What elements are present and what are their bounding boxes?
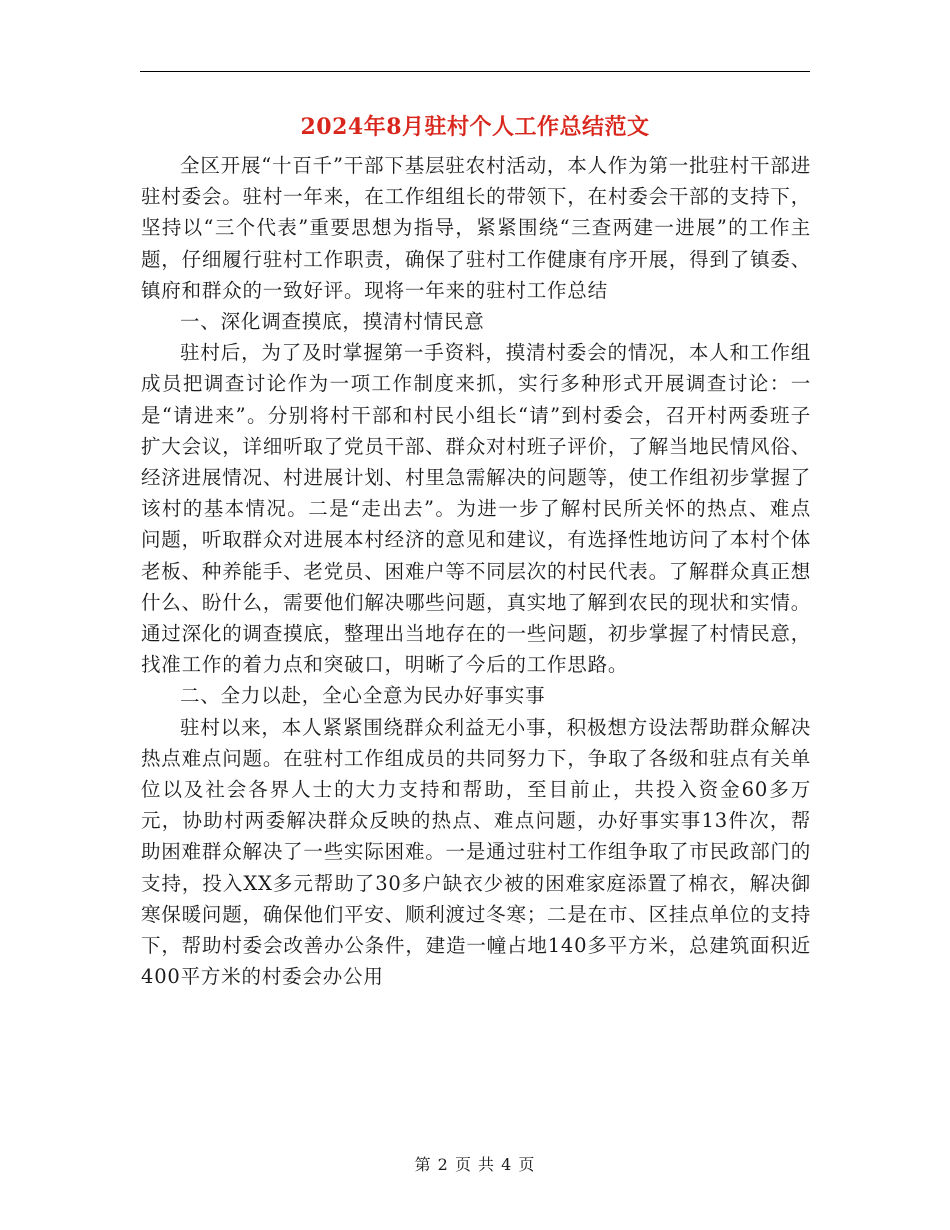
paragraph-intro: 全区开展“十百千”干部下基层驻农村活动，本人作为第一批驻村干部进驻村委会。驻村一年来，在工作组组长的带领下，在村委会干部的支持下，坚持以“三个代表”重要思想为指导，紧紧围绕“三查两建一进展”的工作主题，仔细履行驻村工作职责，确保了驻村工作健康有序开展，得到了镇委、镇府和群众的一致好评。现将一年来的驻村工作总结 [141, 154, 811, 302]
section-heading-2: 二、全力以赴，全心全意为民办好事实事 [180, 684, 546, 708]
section-heading-1: 一、深化调查摸底，摸清村情民意 [180, 310, 485, 334]
document-title: 2024年8月驻村个人工作总结范文 [300, 114, 650, 140]
paragraph-section-1: 驻村后，为了及时掌握第一手资料，摸清村委会的情况，本人和工作组成员把调查讨论作为一项工作制度来抓，实行多种形式开展调查讨论：一是“请进来”。分别将村干部和村民小组长“请”到村委会，召开村两委班子扩大会议，详细听取了党员干部、群众对村班子评价，了解当地民情风俗、经济进展情况、村进展计划、村里急需解决的问题等，使工作组初步掌握了该村的基本情况。二是“走出去”。为进一步了解村民所关怀的热点、难点问题，听取群众对进展本村经济的意见和建议，有选择性地访问了本村个体老板、种养能手、老党员、困难户等不同层次的村民代表。了解群众真正想什么、盼什么，需要他们解决哪些问题，真实地了解到农民的现状和实情。通过深化的调查摸底，整理出当地存在的一些问题，初步掌握了村情民意，找准工作的着力点和突破口，明晰了今后的工作思路。 [141, 341, 811, 677]
page-footer: 第 2 页 共 4 页 [414, 1155, 536, 1174]
paragraph-section-2: 驻村以来，本人紧紧围绕群众利益无小事，积极想方设法帮助群众解决热点难点问题。在驻村工作组成员的共同努力下，争取了各级和驻点有关单位以及社会各界人士的大力支持和帮助，至目前止，共投入资金60多万元，协助村两委解决群众反映的热点、难点问题，办好事实事13件次，帮助困难群众解决了一些实际困难。一是通过驻村工作组争取了市民政部门的支持，投入XX多元帮助了30多户缺衣少被的困难家庭添置了棉衣，解决御寒保暖问题，确保他们平安、顺利渡过冬寒；二是在市、区挂点单位的支持下，帮助村委会改善办公条件，建造一幢占地140多平方米，总建筑面积近400平方米的村委会办公用 [141, 715, 811, 989]
document-body [141, 150, 811, 992]
header-rule [140, 71, 810, 72]
